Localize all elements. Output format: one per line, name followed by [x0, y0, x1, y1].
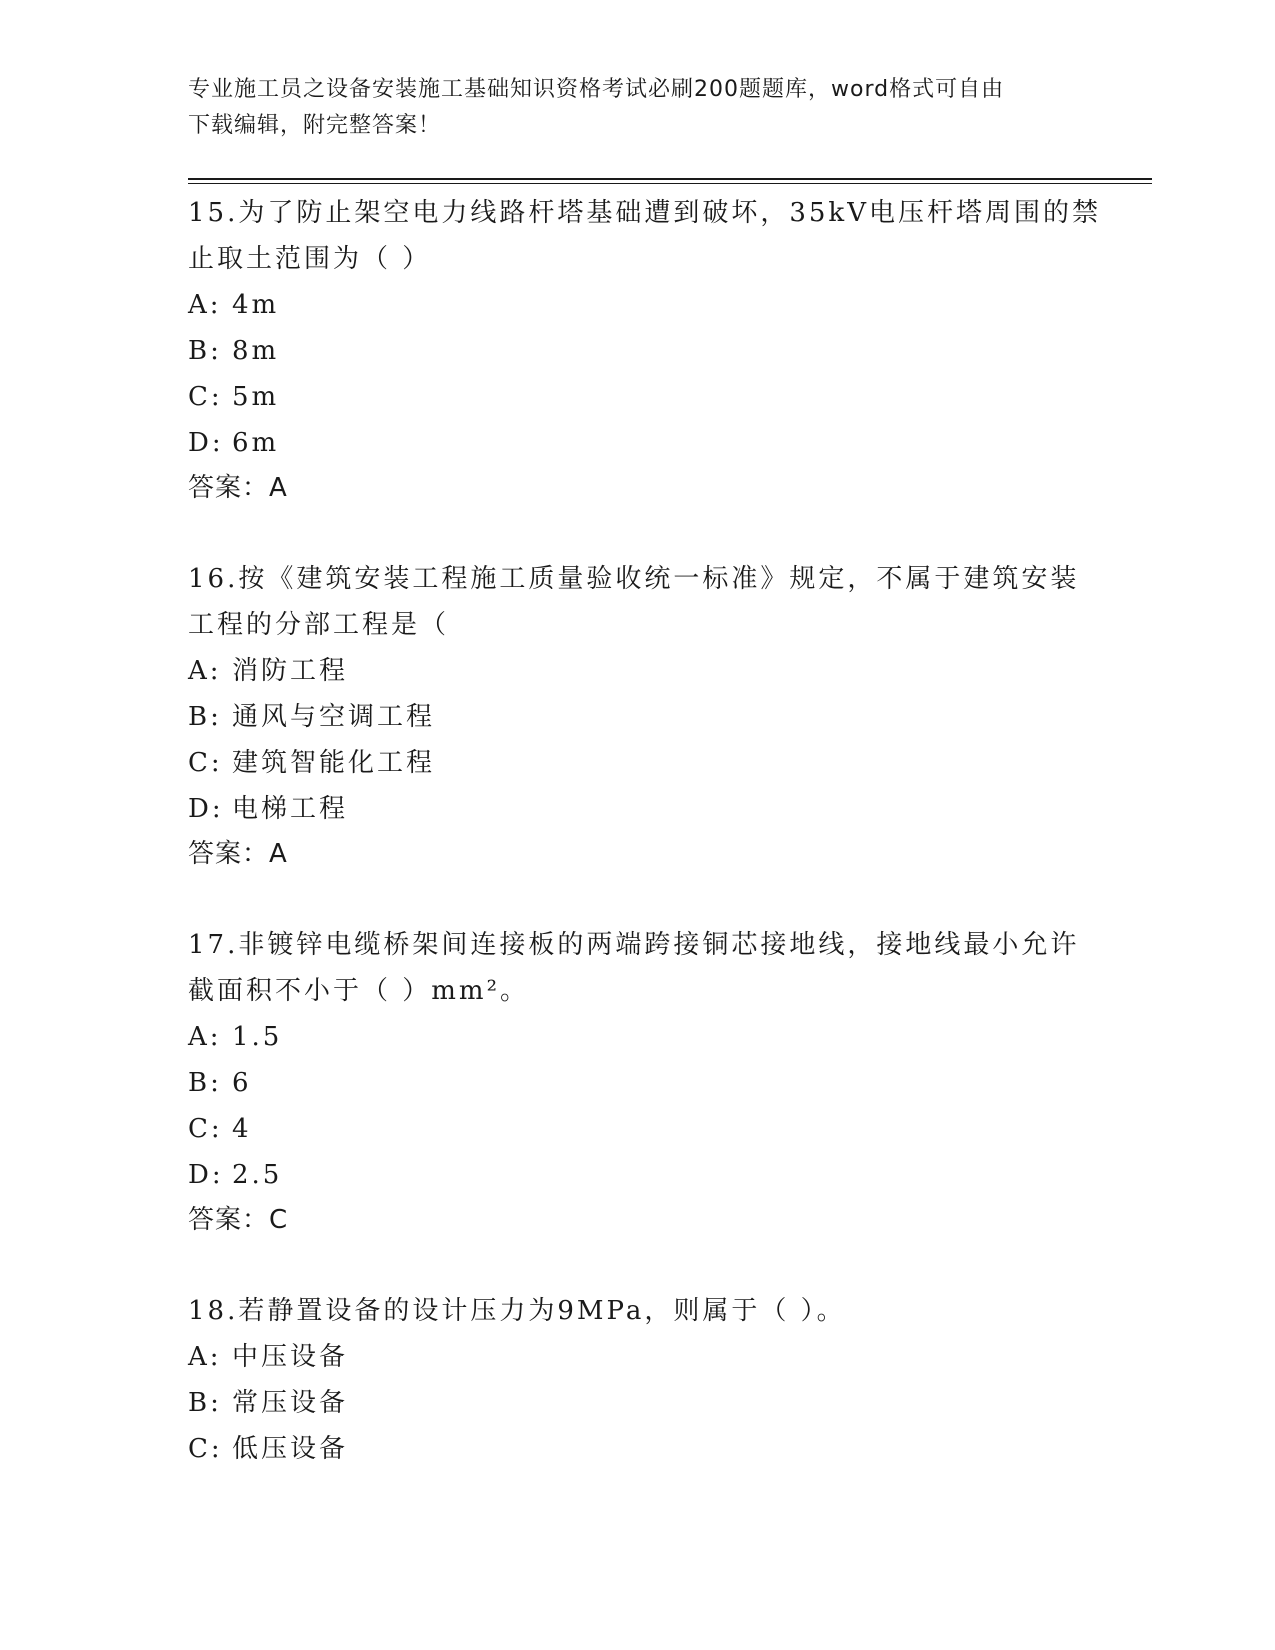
option-b — [188, 694, 1088, 740]
option-text: 电梯工程 — [232, 794, 349, 824]
option-c — [188, 1106, 1088, 1152]
question-text: 15.为了防止架空电力线路杆塔基础遭到破坏，35kV电压杆塔周围的禁 — [188, 198, 1101, 228]
answer-line: 答案：A — [188, 473, 288, 503]
document-header — [188, 72, 1088, 144]
question-16 — [188, 556, 1088, 876]
option-label: C: — [188, 1434, 223, 1464]
option-text: 5m — [232, 382, 280, 412]
option-text: 建筑智能化工程 — [232, 748, 436, 778]
option-label: C: — [188, 382, 223, 412]
option-label: A: — [188, 290, 222, 320]
option-c — [188, 740, 1088, 786]
option-a — [188, 282, 1088, 328]
option-label: A: — [188, 656, 222, 686]
answer-line: 答案：A — [188, 839, 288, 869]
option-label: D: — [188, 1160, 224, 1190]
option-label: B: — [188, 702, 222, 732]
question-17 — [188, 922, 1088, 1242]
option-text: 2.5 — [232, 1160, 283, 1190]
option-text: 低压设备 — [232, 1434, 349, 1464]
option-text: 8m — [232, 336, 280, 366]
option-label: C: — [188, 1114, 223, 1144]
header-line-2: 下载编辑，附完整答案！ — [188, 113, 442, 138]
option-label: B: — [188, 336, 222, 366]
option-text: 4m — [232, 290, 280, 320]
option-label: B: — [188, 1388, 222, 1418]
question-text: 16.按《建筑安装工程施工质量验收统一标准》规定，不属于建筑安装 — [188, 564, 1080, 594]
option-text: 4 — [232, 1114, 252, 1144]
question-list — [188, 190, 1101, 1518]
option-label: D: — [188, 428, 224, 458]
option-b — [188, 1060, 1088, 1106]
option-label: C: — [188, 748, 223, 778]
option-text: 中压设备 — [232, 1342, 349, 1372]
option-label: A: — [188, 1342, 222, 1372]
option-d — [188, 786, 1088, 832]
option-text: 6 — [232, 1068, 252, 1098]
question-text-continued: 工程的分部工程是（ — [188, 610, 450, 640]
option-b — [188, 1380, 1088, 1426]
question-15 — [188, 190, 1101, 510]
option-a — [188, 648, 1088, 694]
option-text: 6m — [232, 428, 280, 458]
answer-line: 答案：C — [188, 1205, 289, 1235]
question-text-continued: 截面积不小于（ ）mm²。 — [188, 976, 529, 1006]
option-label: A: — [188, 1022, 222, 1052]
option-a — [188, 1334, 1088, 1380]
option-d — [188, 420, 1088, 466]
option-text: 1.5 — [232, 1022, 283, 1052]
question-text: 18.若静置设备的设计压力为9MPa，则属于（ ）。 — [188, 1296, 846, 1326]
option-b — [188, 328, 1088, 374]
option-label: B: — [188, 1068, 222, 1098]
option-text: 消防工程 — [232, 656, 349, 686]
header-divider-thin — [188, 183, 1152, 184]
question-text: 17.非镀锌电缆桥架间连接板的两端跨接铜芯接地线，接地线最小允许 — [188, 930, 1080, 960]
option-text: 通风与空调工程 — [232, 702, 436, 732]
option-c — [188, 1426, 1088, 1472]
option-text: 常压设备 — [232, 1388, 349, 1418]
option-d — [188, 1152, 1088, 1198]
header-line-1: 专业施工员之设备安装施工基础知识资格考试必刷200题题库，word格式可自由 — [188, 77, 1005, 102]
option-label: D: — [188, 794, 224, 824]
header-divider-thick — [188, 178, 1152, 180]
question-text-continued: 止取土范围为（ ） — [188, 244, 432, 274]
question-18 — [188, 1288, 1088, 1472]
option-c — [188, 374, 1088, 420]
option-a — [188, 1014, 1088, 1060]
